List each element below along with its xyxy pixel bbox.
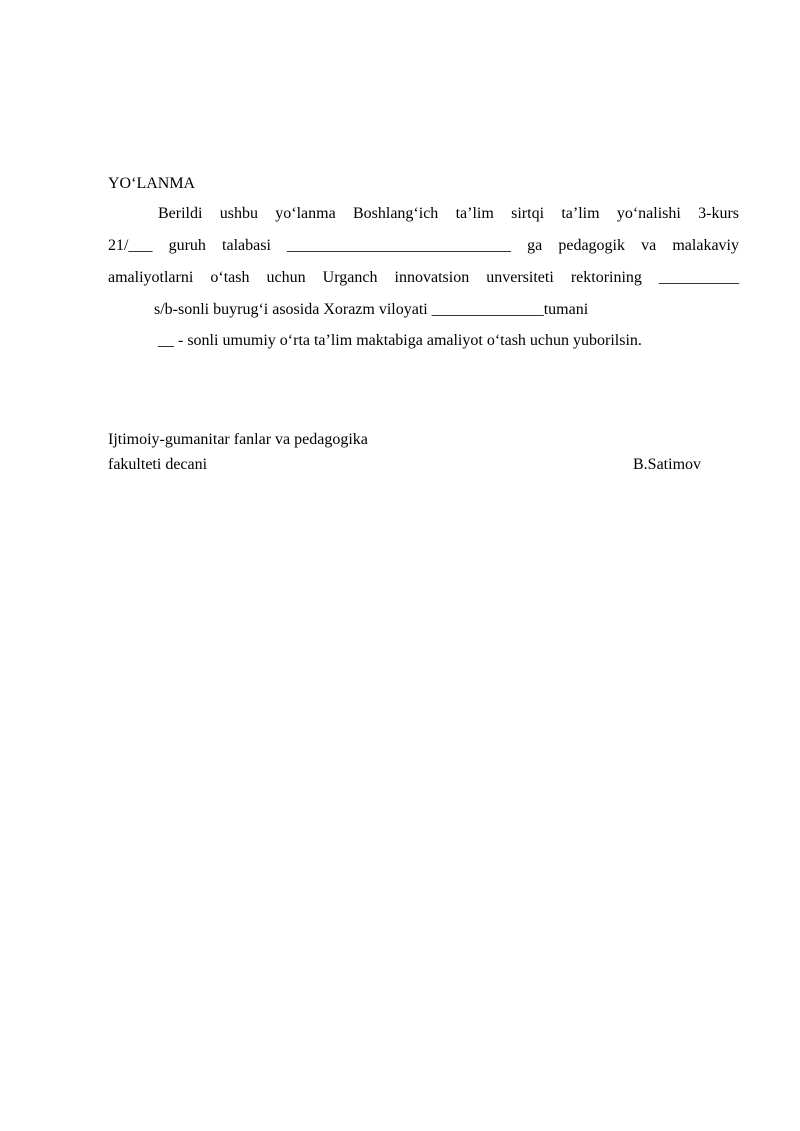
body-line-3: amaliyotlarni o‘tash uchun Urganch innovatsion unversiteti rektorining __________ [108, 269, 739, 286]
body-line-1: Berildi ushbu yo‘lanma Boshlang‘ich ta’lim sirtqi ta’lim yo‘nalishi 3-kurs [158, 205, 739, 222]
signatory-position-line-2: fakulteti decani [108, 456, 208, 473]
signatory-name: B.Satimov [633, 456, 702, 473]
signatory-position-line-1: Ijtimoiy-gumanitar fanlar va pedagogika [108, 431, 368, 448]
body-line-2: 21/___ guruh talabasi ____________________________ ga pedagogik va malakaviy [108, 237, 739, 254]
body-line-5: __ - sonli umumiy o‘rta ta’lim maktabiga amaliyot o‘tash uchun yuborilsin. [158, 332, 642, 349]
document-title: YO‘LANMA [108, 175, 196, 192]
body-line-4: s/b-sonli buyrug‘i asosida Xorazm viloyati ______________tumani [154, 301, 589, 318]
